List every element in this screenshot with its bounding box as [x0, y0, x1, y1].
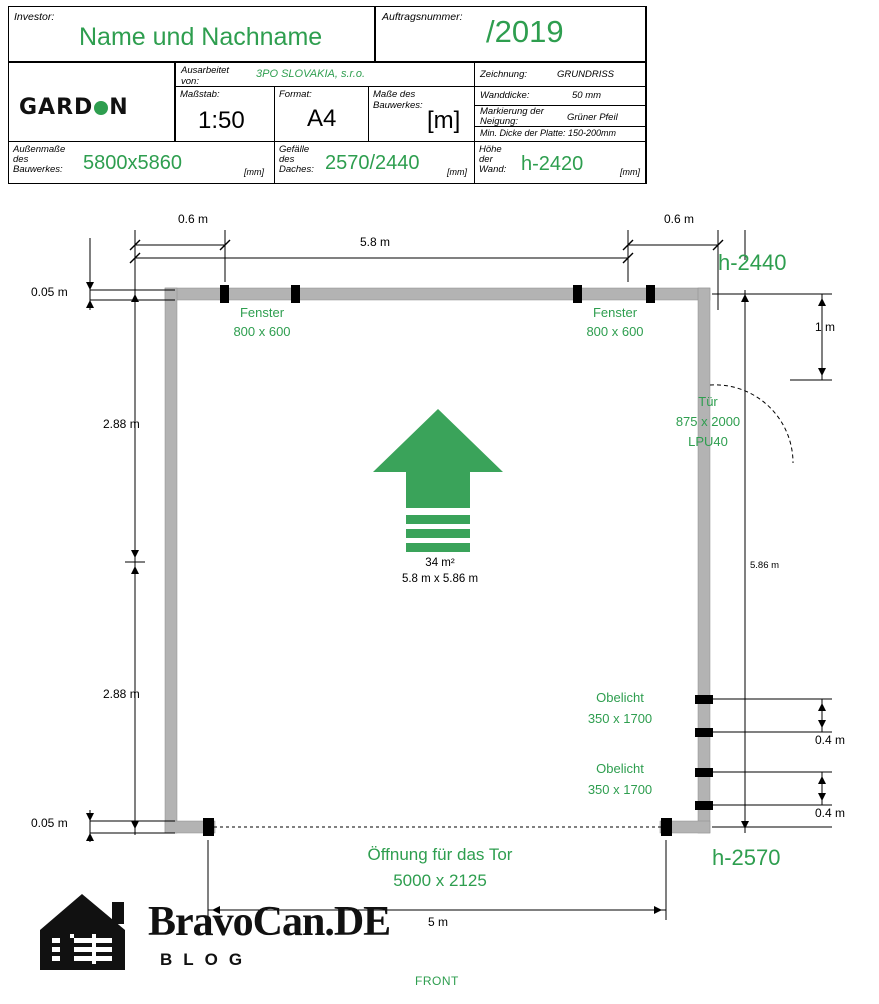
prepared-by-label: Ausarbeitet von: — [181, 65, 230, 87]
wall-height-label: Höhe der Wand: — [479, 144, 507, 175]
wall-height-unit: [mm] — [620, 167, 640, 177]
slope-arrow-icon — [373, 409, 503, 552]
roof-slope-cell — [274, 141, 475, 184]
bravocan-logo-icon — [30, 888, 145, 978]
roof-slope-label: Gefälle des Daches: — [279, 144, 314, 175]
investor-value: Name und Nachname — [79, 23, 323, 51]
skylight-2-name: Obelicht — [596, 761, 644, 776]
roof-slope-unit: [mm] — [447, 167, 467, 177]
dim-right-04-b: 0.4 m — [815, 806, 846, 820]
window-left-size: 800 x 600 — [233, 324, 291, 339]
watermark-blog-text: BLOG — [160, 950, 254, 969]
plate-thickness-note: Min. Dicke der Platte: 150-200mm — [480, 128, 617, 138]
gardeon-logo — [19, 95, 169, 120]
outer-dimensions-value: 5800x5860 — [83, 152, 182, 174]
window-right-name: Fenster — [592, 305, 638, 320]
logo-dot-icon — [94, 101, 108, 115]
skylight-1-name: Obelicht — [596, 690, 644, 705]
wall-height-cell — [474, 141, 647, 184]
dim-bottom-span: 5 m — [428, 915, 449, 929]
order-number-value: /2019 — [486, 14, 564, 49]
dim-right-total: 5.86 m — [750, 560, 780, 571]
watermark-text: BravoCan.DE — [148, 899, 391, 945]
scale-cell — [175, 86, 275, 142]
outer-dimensions-cell — [8, 141, 275, 184]
door-size: 875 x 2000 — [675, 414, 741, 429]
scale-value: 1:50 — [198, 107, 245, 134]
door-name: Tür — [698, 394, 718, 409]
dim-top-span: 5.8 m — [360, 235, 391, 249]
logo-text-part2: N — [109, 95, 129, 120]
investor-label: Investor: — [14, 11, 55, 23]
gate-opening-name: Öffnung für das Tor — [367, 845, 513, 864]
slope-marking-cell — [474, 105, 647, 127]
skylight-2-size: 350 x 1700 — [587, 782, 653, 797]
order-number-cell — [375, 6, 647, 62]
outer-dimensions-unit: [mm] — [244, 167, 264, 177]
front-label: FRONT — [415, 974, 459, 988]
window-right-size: 800 x 600 — [586, 324, 644, 339]
investor-cell — [8, 6, 375, 62]
dim-top-offset-left: 0.6 m — [178, 212, 209, 226]
label-height-2570: h-2570 — [712, 845, 781, 870]
watermark — [30, 880, 450, 990]
scale-label: Maßstab: — [180, 89, 220, 100]
format-cell — [274, 86, 369, 142]
dimension-ticks — [130, 240, 723, 263]
order-number-label: Auftragsnummer: — [382, 11, 463, 23]
wall-height-value: h-2420 — [521, 153, 584, 175]
door-type: LPU40 — [688, 434, 728, 449]
measure-unit-cell — [368, 86, 475, 142]
area-value: 34 m² — [425, 557, 455, 569]
slope-marking-value: Grüner Pfeil — [567, 112, 618, 123]
label-height-2440: h-2440 — [718, 250, 787, 275]
window-left-name: Fenster — [239, 305, 285, 320]
title-block — [8, 6, 646, 184]
format-value: A4 — [307, 105, 337, 132]
prepared-by-value: 3PO SLOVAKIA, s.r.o. — [256, 68, 366, 80]
measure-unit-value: [m] — [427, 107, 461, 134]
drawing-type-value: GRUNDRISS — [557, 69, 615, 80]
drawing-type-label: Zeichnung: — [480, 69, 528, 80]
dim-left-segment-bottom: 2.88 m — [103, 687, 140, 701]
plate-thickness-note-cell — [474, 126, 647, 142]
area-dimensions: 5.8 m x 5.86 m — [401, 573, 479, 585]
prepared-by-cell — [175, 62, 475, 87]
skylight-1-size: 350 x 1700 — [587, 711, 653, 726]
dimension-arrowheads — [86, 282, 826, 914]
dim-wall-thickness-top: 0.05 m — [31, 285, 68, 299]
format-label: Format: — [279, 89, 312, 100]
wall-thickness-value: 50 mm — [572, 90, 602, 101]
dim-right-1m: 1 m — [815, 320, 836, 334]
dim-wall-thickness-bottom: 0.05 m — [31, 816, 68, 830]
dim-top-offset-right: 0.6 m — [664, 212, 695, 226]
logo-cell — [8, 62, 175, 142]
roof-slope-value: 2570/2440 — [325, 152, 420, 174]
outer-dimensions-label: Außenmaße des Bauwerkes: — [13, 144, 66, 175]
dim-left-segment-top: 2.88 m — [103, 417, 140, 431]
logo-text-part1: GARD — [19, 95, 94, 120]
dim-right-04-a: 0.4 m — [815, 733, 846, 747]
wall-thickness-cell — [474, 86, 647, 106]
gate-opening-size: 5000 x 2125 — [393, 871, 487, 890]
measure-unit-label: Maße des Bauwerkes: — [373, 89, 423, 111]
slope-marking-label: Markierung der Neigung: — [480, 106, 544, 127]
drawing-type-cell — [474, 62, 647, 87]
wall-thickness-label: Wanddicke: — [480, 90, 530, 101]
